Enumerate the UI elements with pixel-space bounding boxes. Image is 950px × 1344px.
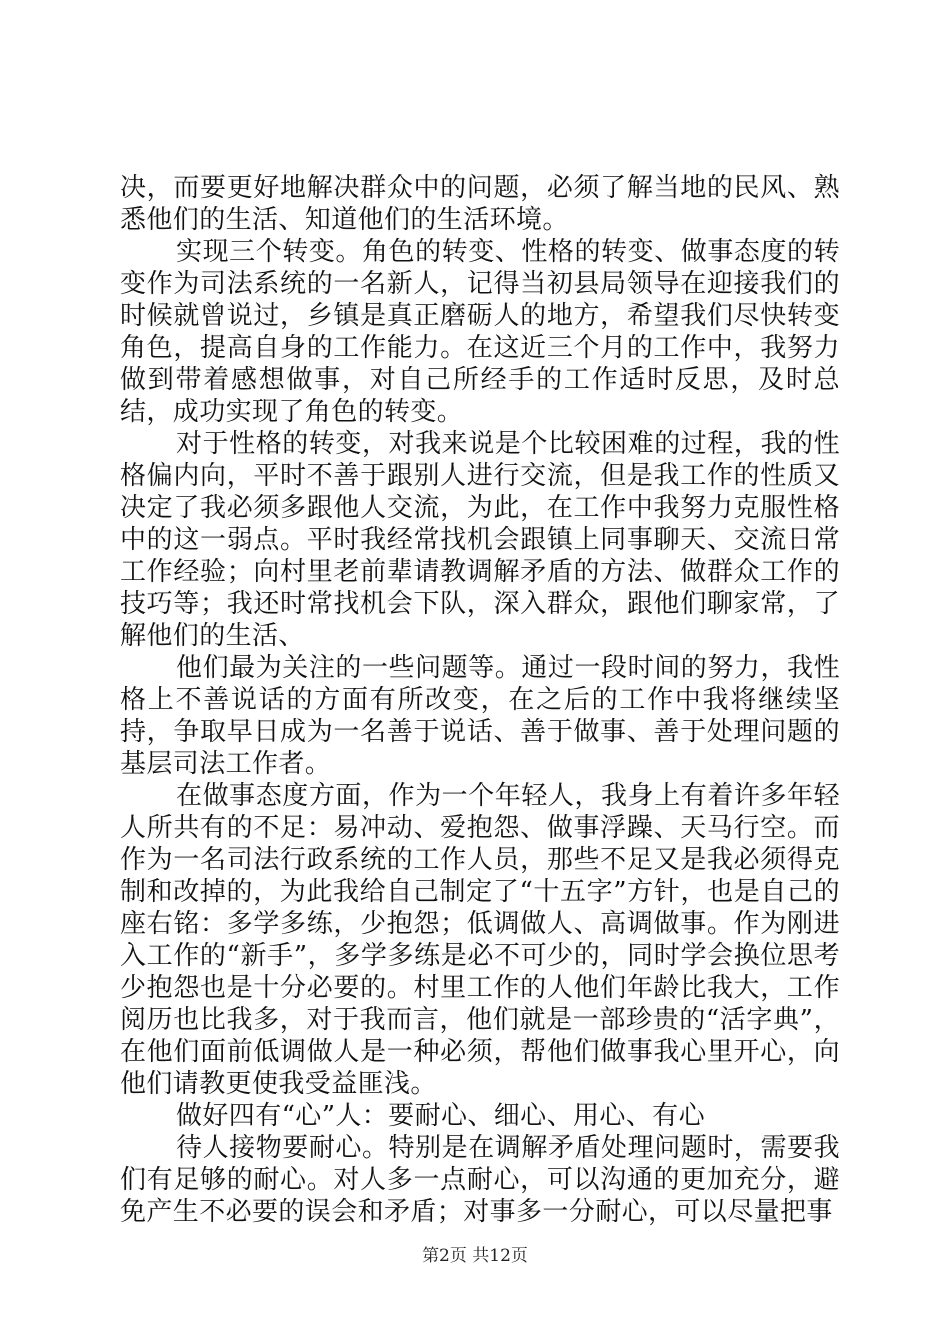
paragraph: 对于性格的转变，对我来说是个比较困难的过程，我的性格偏内向，平时不善于跟别人进行交流，但是我工作的性质又决定了我必须多跟他人交流，为此，在工作中我努力克服性格中的这一弱点。平时我经常找机会跟镇上同事聊天、交流日常工作经验；向村里老前辈请教调解矛盾的方法、做群众工作的技巧等；我还时常找机会下队，深入群众，跟他们聊家常，了解他们的生活、 <box>120 429 840 651</box>
paragraph: 他们最为关注的一些问题等。通过一段时间的努力，我性格上不善说话的方面有所改变，在之后的工作中我将继续坚持，争取早日成为一名善于说话、善于做事、善于处理问题的基层司法工作者。 <box>120 653 840 779</box>
paragraph: 在做事态度方面，作为一个年轻人，我身上有着许多年轻人所共有的不足：易冲动、爱抱怨、做事浮躁、天马行空。而作为一名司法行政系统的工作人员，那些不足又是我必须得克制和改掉的，为此我给自己制定了“十五字”方针，也是自己的座右铭：多学多练，少抱怨；低调做人、高调做事。作为刚进入工作的“新手”，多学多练是必不可少的，同时学会换位思考少抱怨也是十分必要的。村里工作的人他们年龄比我大，工作阅历也比我多，对于我而言，他们就是一部珍贵的“活字典”，在他们面前低调做人是一种必须，帮他们做事我心里开心，向他们请教更使我受益匪浅。 <box>120 781 840 1099</box>
paragraph: 实现三个转变。角色的转变、性格的转变、做事态度的转变作为司法系统的一名新人，记得当初县局领导在迎接我们的时候就曾说过，乡镇是真正磨砺人的地方，希望我们尽快转变角色，提高自身的工作能力。在这近三个月的工作中，我努力做到带着感想做事，对自己所经手的工作适时反思，及时总结，成功实现了角色的转变。 <box>120 237 840 427</box>
paragraph: 待人接物要耐心。特别是在调解矛盾处理问题时，需要我们有足够的耐心。对人多一点耐心，可以沟通的更加充分，避免产生不必要的误会和矛盾；对事多一分耐心，可以尽量把事 <box>120 1133 840 1227</box>
paragraph: 做好四有“心”人：要耐心、细心、用心、有心 <box>176 1101 705 1131</box>
document-body <box>120 172 840 1228</box>
paragraph: 决，而要更好地解决群众中的问题，必须了解当地的民风、熟悉他们的生活、知道他们的生活环境。 <box>120 173 840 235</box>
page-number-footer: 第2页 共12页 <box>422 1246 528 1266</box>
